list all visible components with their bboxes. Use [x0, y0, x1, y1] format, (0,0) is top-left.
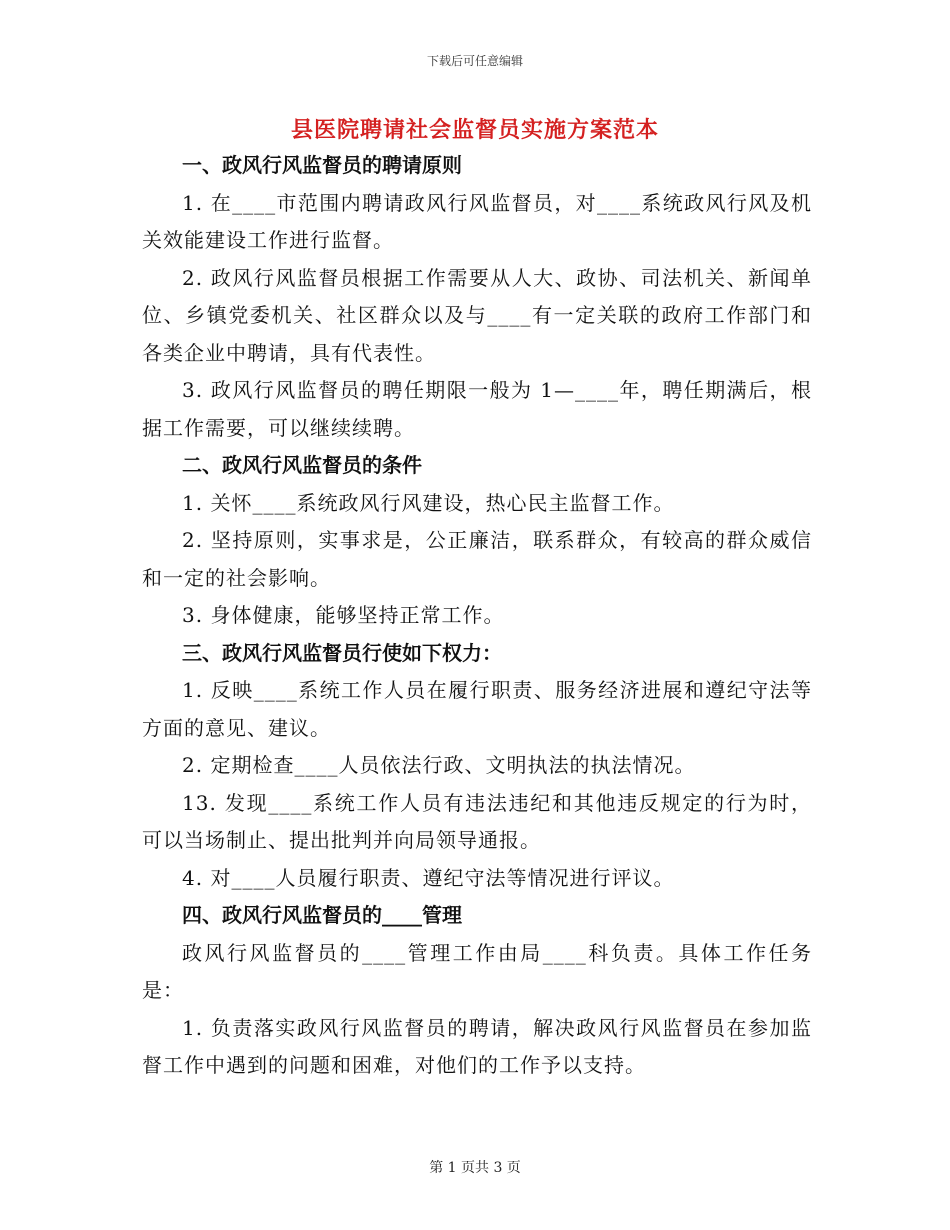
document-title: 县医院聘请社会监督员实施方案范本 [290, 117, 659, 143]
paragraph-3-4: 4. 对____人员履行职责、遵纪守法等情况进行评议。 [182, 865, 675, 890]
section-heading-3: 三、政风行风监督员行使如下权力： [182, 640, 502, 665]
paragraph-3-3: 13. 发现____系统工作人员有违法违纪和其他违反规定的行为时，可以当场制止、提出批判并向局领导通报。 [142, 790, 812, 852]
page-footer: 第 1 页共 3 页 [429, 1160, 521, 1176]
paragraph-4-1: 政风行风监督员的____管理工作由局____科负责。具体工作任务是： [142, 940, 812, 1002]
section-heading-4: 四、政风行风监督员的____管理 [182, 903, 462, 927]
section-heading-1: 一、政风行风监督员的聘请原则 [182, 153, 462, 177]
paragraph-2-1: 1. 关怀____系统政风行风建设，热心民主监督工作。 [182, 490, 675, 515]
paragraph-1-1: 1. 在____市范围内聘请政风行风监督员，对____系统政风行风及机关效能建设工作进行监督。 [142, 190, 812, 252]
paragraph-1-2: 2. 政风行风监督员根据工作需要从人大、政协、司法机关、新闻单位、乡镇党委机关、社区群众以及与____有一定关联的政府工作部门和各类企业中聘请，具有代表性。 [142, 265, 812, 365]
page-header-note: 下载后可任意编辑 [426, 54, 523, 68]
section-heading-2: 二、政风行风监督员的条件 [182, 453, 422, 477]
paragraph-3-2: 2. 定期检查____人员依法行政、文明执法的执法情况。 [182, 753, 696, 777]
document-body [142, 147, 812, 1085]
paragraph-2-2: 2. 坚持原则，实事求是，公正廉洁，联系群众，有较高的群众威信和一定的社会影响。 [142, 528, 812, 590]
paragraph-4-2: 1. 负责落实政风行风监督员的聘请，解决政风行风监督员在参加监督工作中遇到的问题和困难，对他们的工作予以支持。 [142, 1015, 812, 1077]
paragraph-2-3: 3. 身体健康，能够坚持正常工作。 [182, 603, 505, 627]
paragraph-3-1: 1. 反映____系统工作人员在履行职责、服务经济进展和遵纪守法等方面的意见、建议。 [142, 678, 812, 740]
paragraph-1-3: 3. 政风行风监督员的聘任期限一般为 1—____年，聘任期满后，根据工作需要，可以继续续聘。 [142, 378, 812, 440]
